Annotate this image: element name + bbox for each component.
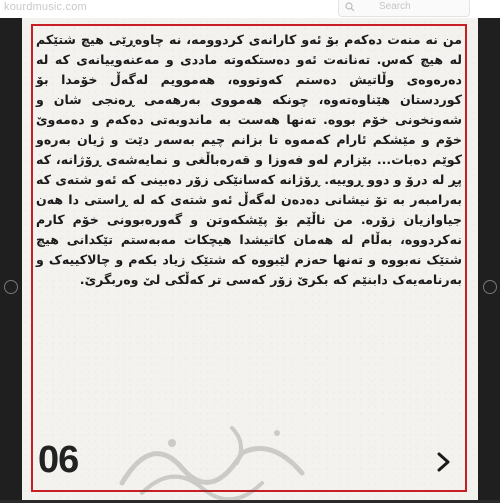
right-nav-strip [478, 18, 500, 500]
search-placeholder: Search [379, 1, 411, 12]
chevron-right-icon[interactable] [436, 452, 452, 472]
top-bar [0, 0, 500, 18]
next-slide-button[interactable] [483, 280, 497, 294]
search-input[interactable] [338, 0, 470, 17]
site-watermark: kourdmusic.com [4, 1, 87, 13]
post-card [22, 18, 478, 500]
page-number: 06 [38, 439, 79, 481]
previous-slide-button[interactable] [4, 280, 18, 294]
calligraphy-logo-mark [112, 413, 312, 503]
left-nav-strip [0, 18, 22, 500]
body-text: من نە منەت دەکەم بۆ ئەو کارانەی کردوومە، نە چاوەڕێی هیچ شتێکم لە هیچ کەس. تەنانەت ئەو دەستکەوتە ماددی و مەعنەوییانەی کە لە دەرەوەی وڵاتیش دەستم کەوتووە، هەموویم لەگەڵ خۆمدا بۆ کوردستان هێناوەتەوە، چونکە هەمووی بەرهەمی ڕەنجی شان و شەونخونی خۆم بووە. تەنها هەست بە ماندوبەتی دەکەم و دەمەوێ خۆم و مێشکم ئارام کەمەوە تا بزانم چیم بەسەر دێت و ژیان بەرەو کوێم دەبات... بێزارم لەو فەوزا و قەرەباڵغی و نمایەشەی ڕۆژانە، کە پڕ لە درۆ و دوو ڕوییە. ڕۆژانە کەسانێکی زۆر دەبینی کە ئەو شتەی کە بەرامبەر بە تۆ نیشانی دەدەن لەگەڵ ئەو شتەی کە لە ڕاستی دا هەن جیاوازیان زۆرە. من ناڵێم بۆ پێشکەوتن و گەورەبوونی خۆم کارم نەکردووە، بەڵام لە هەمان کاتیشدا هیچکات مەبەستم تێکدانی هیچ شتێک نەبووە و تەنها حەزم لێبووە کە شتێک زیاد بکەم و چالاکییەک و بەرنامەیەک دابنێم کە بکرێ زۆر کەسی تر کەڵکی لێ وەربگرێ. [35, 32, 462, 287]
search-icon [345, 2, 355, 12]
